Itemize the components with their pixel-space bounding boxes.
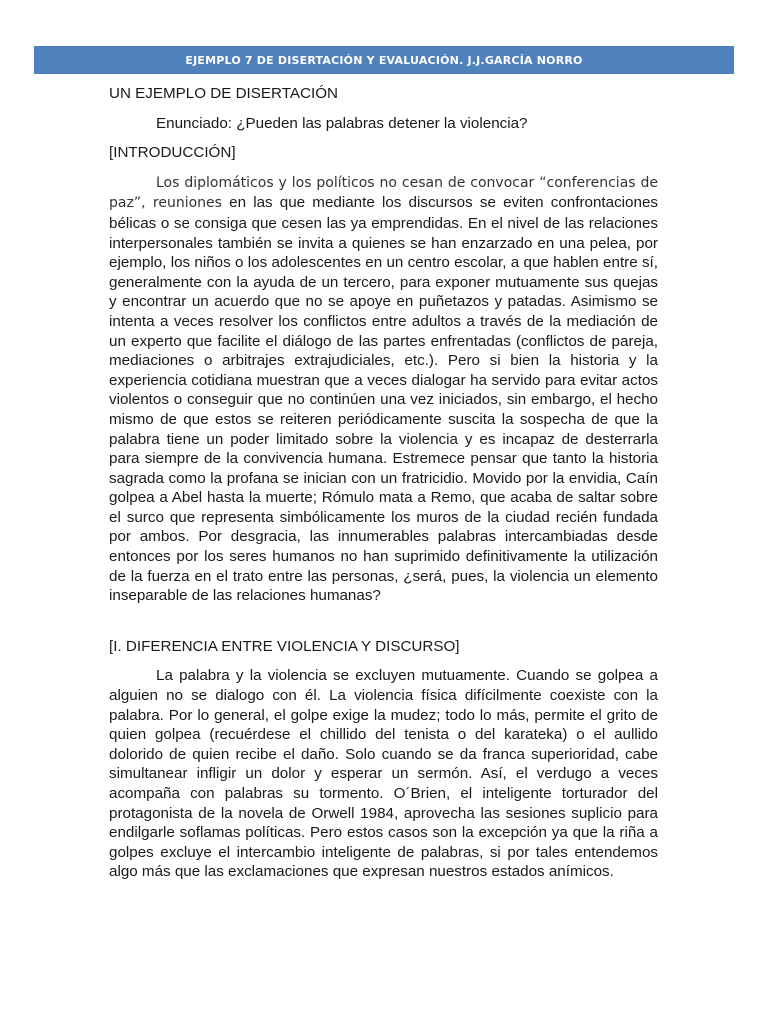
intro-paragraph (109, 173, 658, 606)
header-title: EJEMPLO 7 DE DISERTACIÓN Y EVALUACIÓN. J.J.GARCÍA NORRO (185, 53, 583, 67)
document-body (109, 84, 658, 882)
document-header-bar (34, 46, 734, 74)
section1-paragraph: La palabra y la violencia se excluyen mutuamente. Cuando se golpea a alguien no se dialogo con él. La violencia física difícilmente coexiste con la palabra. Por lo general, el golpe exige la mudez; todo lo más, permite el grito de quien golpea (recuérdese el chillido del tenista o del karateka) o el aullido dolorido de quien recibe el daño. Solo cuando se da franca superioridad, cabe simultanear infligir un dolor y esperar un sermón. Así, el verdugo a veces acompaña con palabras su tormento. O´Brien, el inteligente torturador del protagonista de la novela de Orwell 1984, aprovecha las sesiones suplicio para endilgarle soflamas políticas. Pero estos casos son la excepción ya que la riña a golpes excluye el intercambio inteligente de palabras, si por tales entendemos algo más que las exclamaciones que expresan nuestros estados anímicos. (109, 667, 658, 881)
intro-body-text: en las que mediante los discursos se eviten confrontaciones bélicas o se consiga que cesen las ya emprendidas. En el nivel de las relaciones interpersonales también se invita a quienes se han enzarzado en una pelea, por ejemplo, los niños o los adolescentes en un centro escolar, a que hablen entre sí, generalmente con la ayuda de un tercero, para exponer mutuamente sus quejas y encontrar un acuerdo que no se apoye en puñetazos y patadas. Asimismo se intenta a veces resolver los conflictos entre adultos a través de la mediación de un experto que facilite el diálogo de las partes enfrentadas (conflictos de pareja, mediaciones o arbitrajes extrajudiciales, etc.). Pero si bien la historia y la experiencia cotidiana muestran que a veces dialogar ha servido para evitar actos violentos o conseguir que no continúen una vez iniciados, sin embargo, el hecho mismo de que estos se reiteren periódicamente suscita la sospecha de que la palabra tiene un poder limitado sobre la violencia y es incapaz de desterrarla para siempre de la convivencia humana. Estremece pensar que tanto la historia sagrada como la profana se inician con un fratricidio. Movido por la envidia, Caín golpea a Abel hasta la muerte; Rómulo mata a Remo, que acaba de saltar sobre el surco que representa simbólicamente los muros de la ciudad recién fundada por ambos. Por desgracia, las innumerables palabras intercambiadas desde entonces por los seres humanos no han suprimido definitivamente la utilización de la fuerza en el trato entre las personas, ¿será, pues, la violencia un elemento inseparable de las relaciones humanas? (109, 194, 658, 605)
section-spacer (109, 606, 658, 637)
document-title: UN EJEMPLO DE DISERTACIÓN (109, 85, 338, 102)
intro-heading: [INTRODUCCIÓN] (109, 144, 236, 162)
intro-lead-text: Los diplomáticos y los políticos no cesan de convocar “conferencias de paz”, reuniones (109, 174, 658, 212)
section1-heading: [I. DIFERENCIA ENTRE VIOLENCIA Y DISCURSO] (109, 637, 460, 655)
enunciado: Enunciado: ¿Pueden las palabras detener la violencia? (156, 114, 528, 132)
